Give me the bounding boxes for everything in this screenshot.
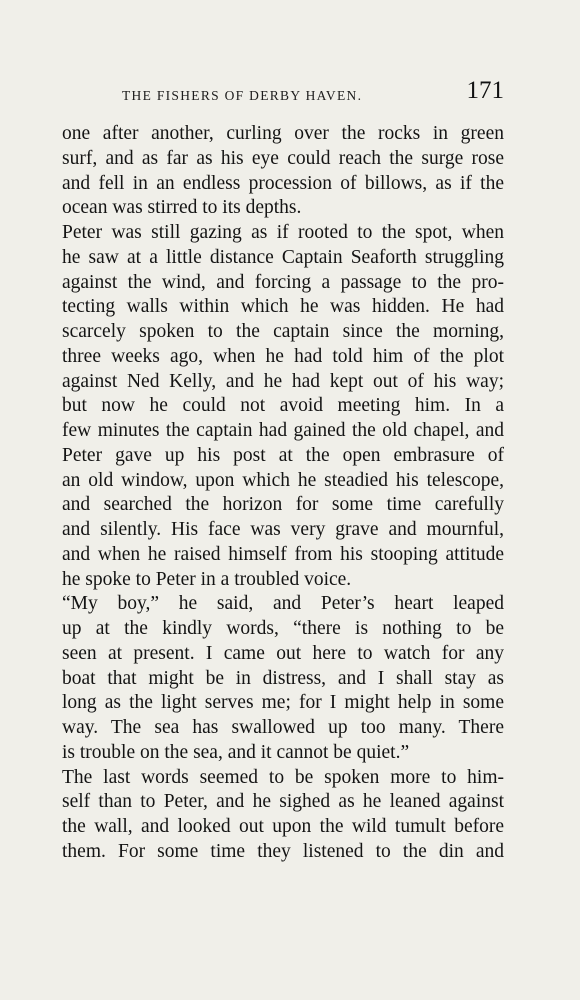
text-line: and silently. His face was very grave and mournful, bbox=[62, 519, 504, 540]
text-line: three weeks ago, when he had told him of the plot bbox=[62, 345, 504, 367]
paragraph-1 bbox=[62, 122, 504, 221]
text-line: way. The sea has swallowed up too many. There bbox=[62, 717, 504, 738]
text-line: tecting walls within which he was hidden. He had bbox=[62, 296, 504, 318]
text-line: but now he could not avoid meeting him. In a bbox=[62, 395, 504, 417]
text-line: and when he raised himself from his stooping attitude bbox=[62, 543, 504, 565]
text-line: surf, and as far as his eye could reach the surge rose bbox=[62, 147, 504, 169]
text-line: ocean was stirred to its depths. bbox=[62, 197, 302, 219]
text-line: and searched the horizon for some time carefully bbox=[62, 494, 504, 516]
paragraph-4 bbox=[62, 766, 504, 865]
text-line: The last words seemed to be spoken more to him- bbox=[62, 766, 504, 788]
paragraph-3 bbox=[62, 592, 504, 765]
text-line: he saw at a little distance Captain Seaforth struggling bbox=[62, 246, 504, 268]
text-line: few minutes the captain had gained the old chapel, and bbox=[62, 420, 504, 441]
text-line: he spoke to Peter in a troubled voice. bbox=[62, 568, 352, 590]
paragraph-2 bbox=[62, 221, 504, 592]
text-line: them. For some time they listened to the din and bbox=[62, 840, 504, 862]
text-line: against Ned Kelly, and he had kept out of his way; bbox=[62, 370, 504, 392]
text-line: “My boy,” he said, and Peter’s heart leaped bbox=[62, 593, 504, 615]
text-line: is trouble on the sea, and it cannot be quiet.” bbox=[62, 741, 410, 763]
text-line: up at the kindly words, “there is nothing to be bbox=[62, 618, 504, 639]
text-line: boat that might be in distress, and I shall stay as bbox=[62, 667, 504, 689]
text-line: seen at present. I came out here to watch for any bbox=[62, 642, 504, 664]
text-line: long as the light serves me; for I might help in some bbox=[62, 692, 504, 714]
text-line: and fell in an endless procession of billows, as if the bbox=[62, 172, 504, 194]
text-line: the wall, and looked out upon the wild tumult before bbox=[62, 816, 504, 837]
text-line: self than to Peter, and he sighed as he leaned against bbox=[62, 791, 504, 813]
text-line: Peter was still gazing as if rooted to the spot, when bbox=[62, 222, 504, 243]
text-line: an old window, upon which he steadied his telescope, bbox=[62, 469, 504, 491]
text-line: one after another, curling over the rocks in green bbox=[62, 123, 504, 144]
page-number: 171 bbox=[466, 77, 504, 104]
text-line: scarcely spoken to the captain since the morning, bbox=[62, 321, 504, 342]
text-line: Peter gave up his post at the open embrasure of bbox=[62, 444, 504, 466]
running-title: THE FISHERS OF DERBY HAVEN. bbox=[122, 88, 363, 103]
body-text bbox=[62, 122, 504, 865]
running-head bbox=[62, 76, 504, 106]
text-line: against the wind, and forcing a passage to the pro- bbox=[62, 271, 504, 293]
